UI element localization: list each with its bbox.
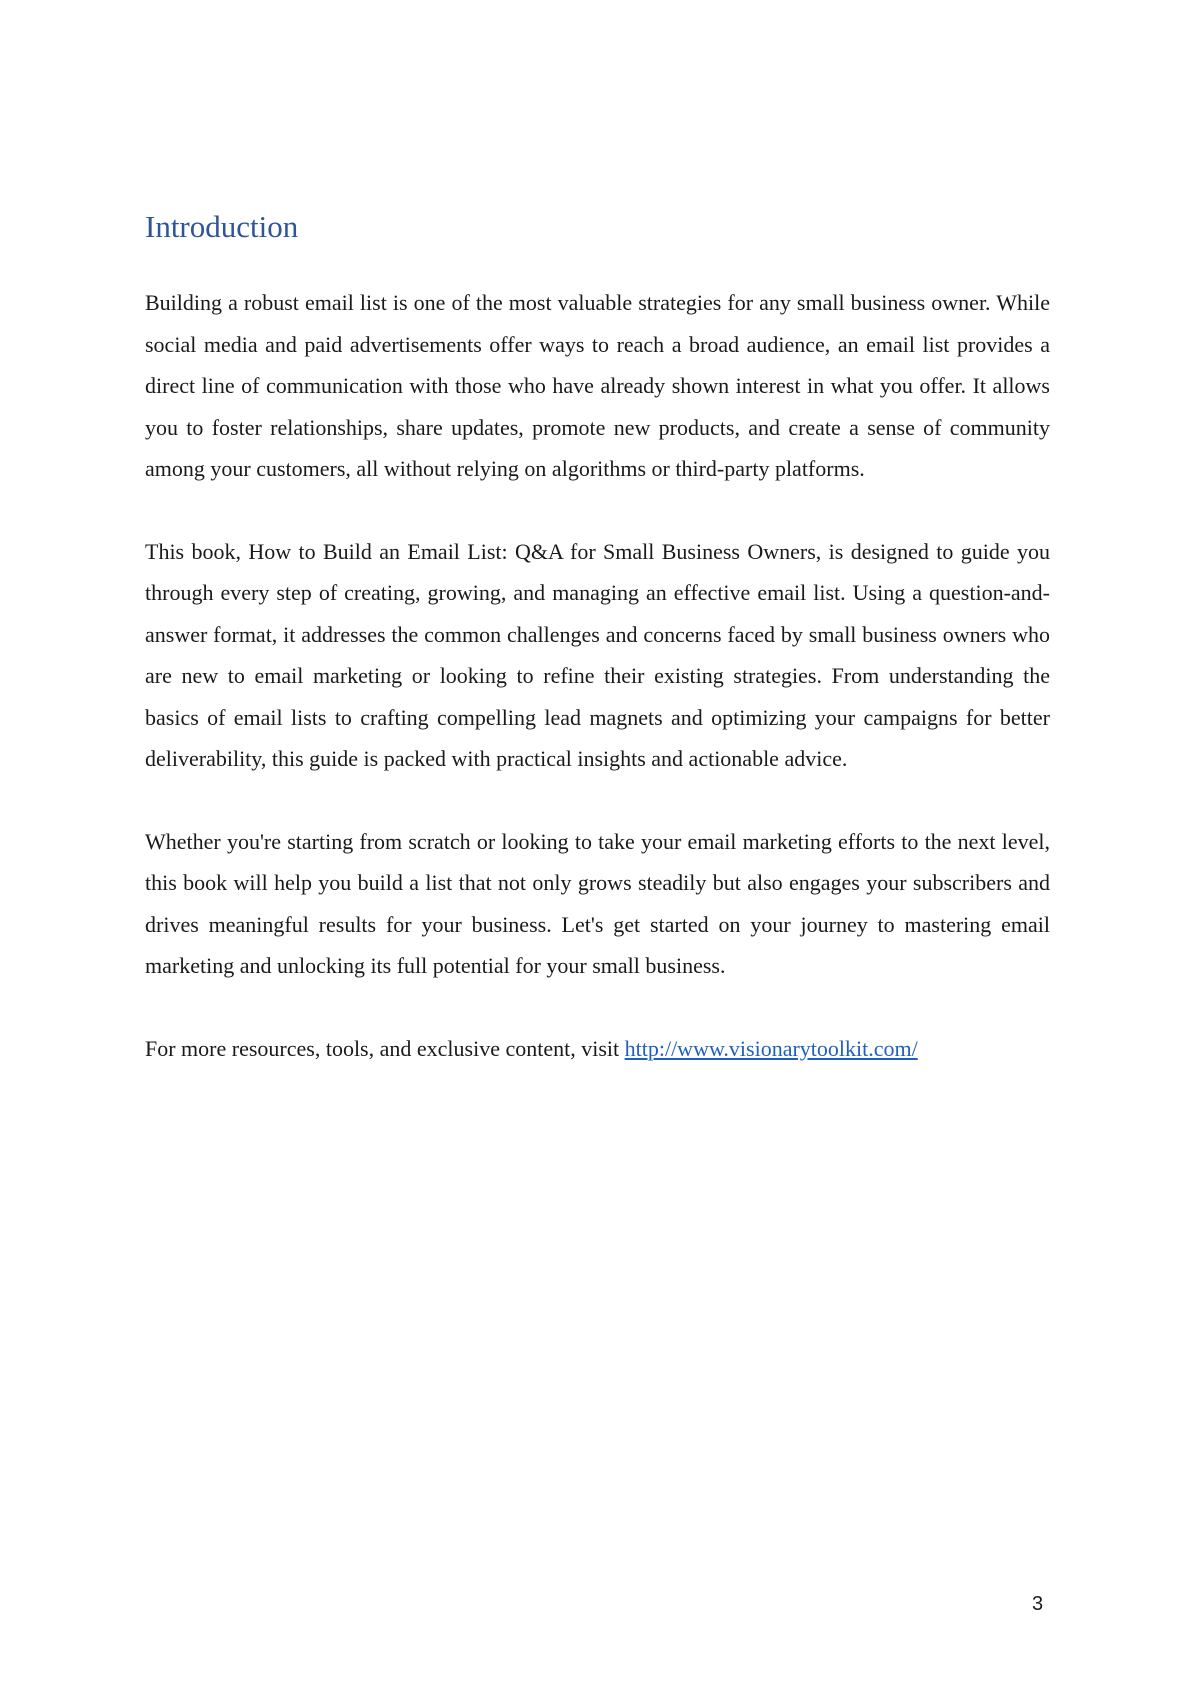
page-number: 3 bbox=[1032, 1593, 1044, 1615]
website-link[interactable]: http://www.visionarytoolkit.com/ bbox=[624, 1035, 918, 1061]
intro-paragraph-1: Building a robust email list is one of the most valuable strategies for any small business owner. While social media and paid advertisements offer ways to reach a broad audience, an email list provides a direct line of communication with those who have already shown interest in what you offer. It allows you to foster relationships, share updates, promote new products, and create a sense of community among your customers, all without relying on algorithms or third-party platforms. bbox=[145, 290, 1050, 481]
resources-paragraph bbox=[145, 1028, 1050, 1070]
resources-text: For more resources, tools, and exclusive content, visit bbox=[145, 1035, 625, 1061]
body-text bbox=[145, 282, 1050, 1110]
intro-paragraph-2: This book, How to Build an Email List: Q&A for Small Business Owners, is designed to guide you through every step of creating, growing, and managing an effective email list. Using a question-and-answer format, it addresses the common challenges and concerns faced by small business owners who are new to email marketing or looking to refine their existing strategies. From understanding the basics of email lists to crafting compelling lead magnets and optimizing your campaigns for better deliverability, this guide is packed with practical insights and actionable advice. bbox=[145, 538, 1050, 771]
intro-paragraph-3: Whether you're starting from scratch or looking to take your email marketing efforts to the next level, this book will help you build a list that not only grows steadily but also engages your subscribers and drives meaningful results for your business. Let's get started on your journey to mastering email marketing and unlocking its full potential for your small business. bbox=[145, 828, 1050, 978]
section-heading: Introduction bbox=[145, 209, 299, 244]
